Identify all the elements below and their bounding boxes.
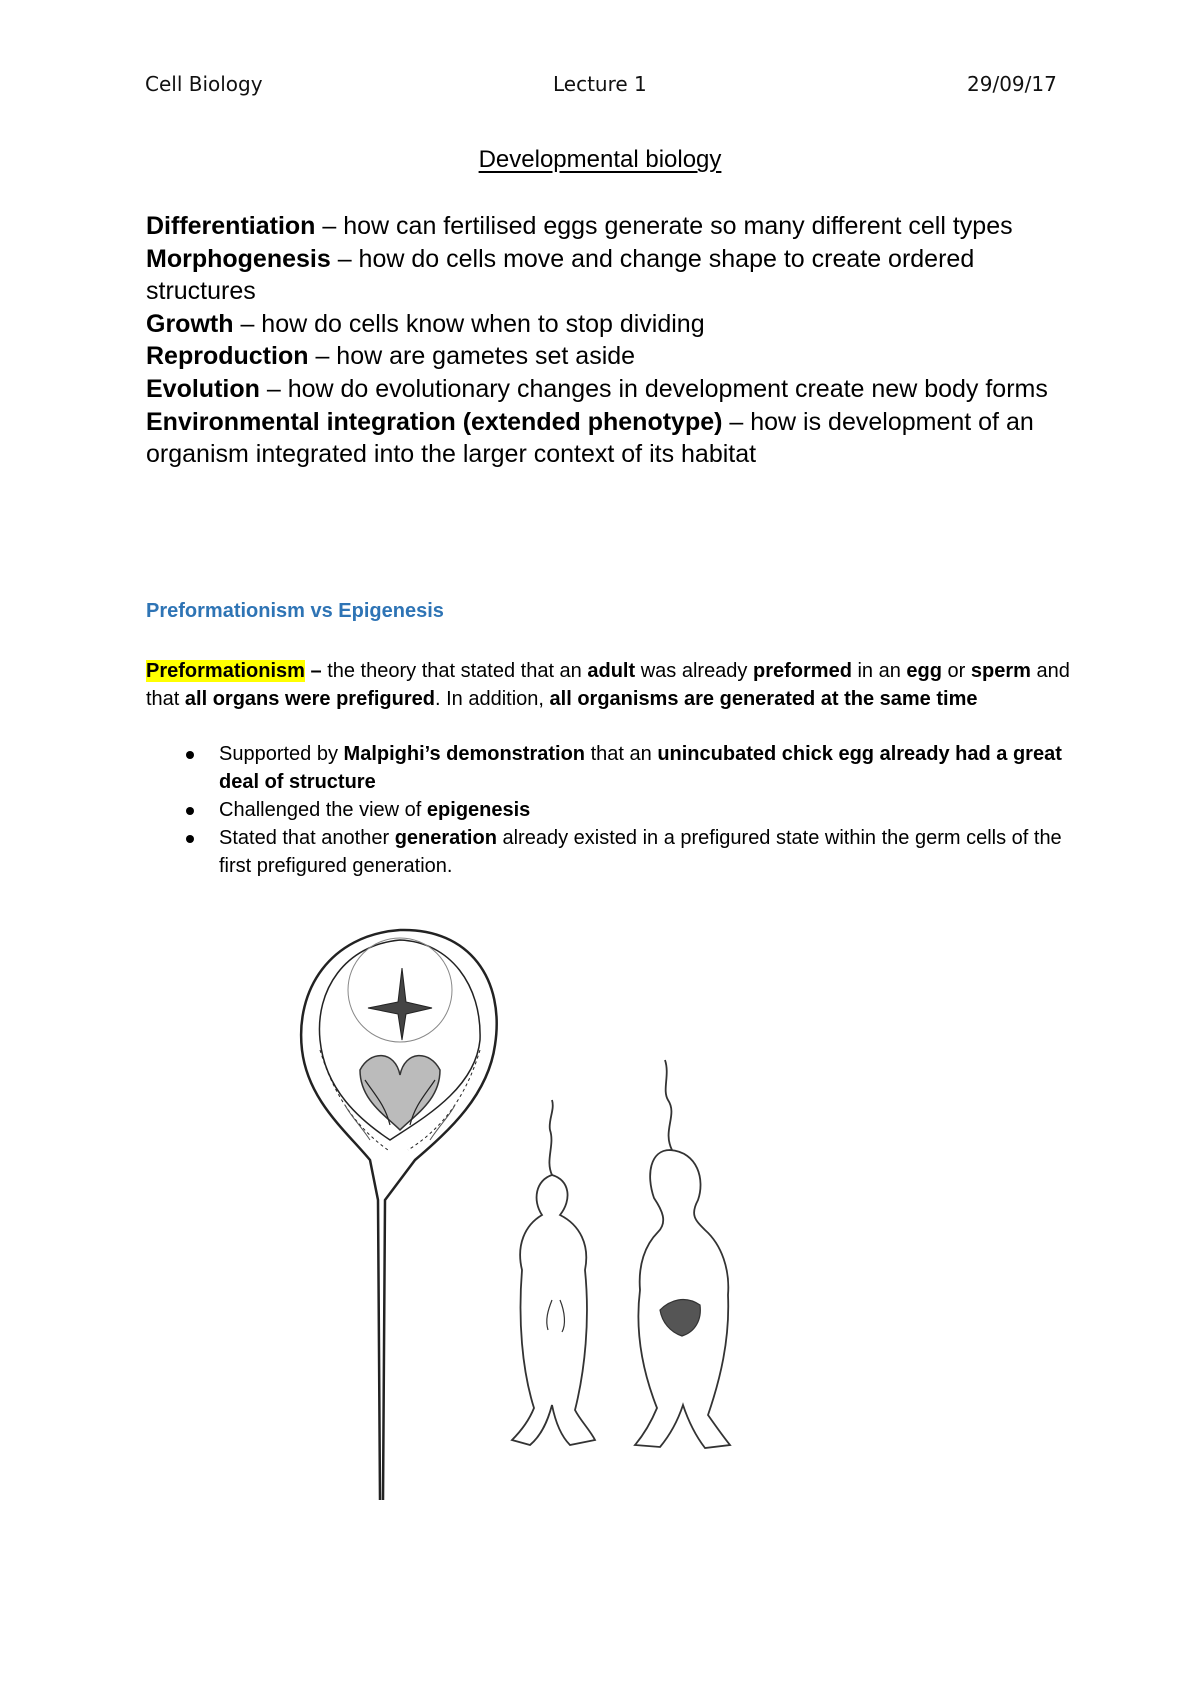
definition-separator: – [330,244,359,273]
bold-run: all organisms are generated at the same time [549,688,978,710]
definition-term: Reproduction [146,342,309,371]
definition-item [146,210,1086,243]
bold-run: sperm [970,660,1031,682]
definition-text: how can fertilised eggs generate so many different cell types [343,212,1013,240]
definition-separator: – [233,309,262,338]
sperm-homunculus-figure [301,930,497,1500]
definition-item [146,406,1086,471]
homunculus-illustration [290,900,780,1640]
text-run: already existed in a prefigured state within the germ cells of the first prefigured generation. [219,827,1062,877]
large-homunculus-figure [635,1060,730,1448]
bullet-item [146,824,1076,880]
bold-run: adult [587,660,636,682]
homunculus-drawing [290,900,780,1640]
definitions-list [146,210,1086,471]
text-run: Challenged the view of [219,799,427,821]
definition-term: Environmental integration (extended phenotype) [146,407,723,436]
definition-item [146,340,1086,373]
bold-run: generation [394,827,497,849]
definition-term: Evolution [146,374,260,403]
document-title: Developmental biology [478,146,722,173]
header-date: 29/09/17 [967,72,1057,96]
small-homunculus-figure [512,1100,595,1445]
page-header [0,72,1200,106]
bold-run: egg [906,660,942,682]
definition-text: how do evolutionary changes in development create new body forms [287,374,1048,403]
bold-run: preformed [753,660,852,682]
header-lecture: Lecture 1 [553,72,647,96]
definition-item [146,308,1086,341]
definition-item [146,373,1086,406]
text-run: and that [146,660,1070,710]
text-run: in an [851,660,907,682]
text-run: the theory that stated that an [327,660,588,682]
bullet-list [146,740,1076,880]
highlighted-term: Preformationism [146,660,305,682]
text-run: Stated that another [219,827,395,849]
definition-text: how do cells know when to stop dividing [261,309,705,338]
bold-run: Malpighi’s demonstration [343,743,586,765]
bold-run: all organs were prefigured [184,688,435,710]
bold-run: epigenesis [426,799,531,821]
definition-term: Morphogenesis [146,244,331,273]
bullet-icon [186,835,194,843]
definition-term: Growth [146,309,234,338]
bullet-icon [186,751,194,759]
text-run: or [941,660,971,682]
term-dash: – [304,660,328,682]
section-heading: Preformationism vs Epigenesis [146,600,444,622]
header-course: Cell Biology [145,72,263,96]
text-run: Supported by [219,743,344,765]
bullet-item [146,740,1076,796]
bullet-item [146,796,1076,824]
definition-separator: – [315,212,344,240]
bold-run: unincubated chick egg already had a great deal of structure [219,743,1062,793]
text-run: . In addition, [435,688,550,710]
bullet-icon [186,807,194,815]
definition-separator: – [308,342,337,371]
definition-separator: – [722,407,751,436]
definition-separator: – [259,374,288,403]
text-run: that an [585,743,658,765]
definition-text: how are gametes set aside [336,342,636,371]
definition-item [146,243,1086,308]
definition-text: how do cells move and change shape to create ordered structures [146,244,975,306]
preformationism-paragraph [146,657,1076,713]
definition-text: how is development of an organism integrated into the larger context of its habitat [146,407,1034,469]
text-run: was already [635,660,753,682]
definition-term: Differentiation [146,212,316,240]
